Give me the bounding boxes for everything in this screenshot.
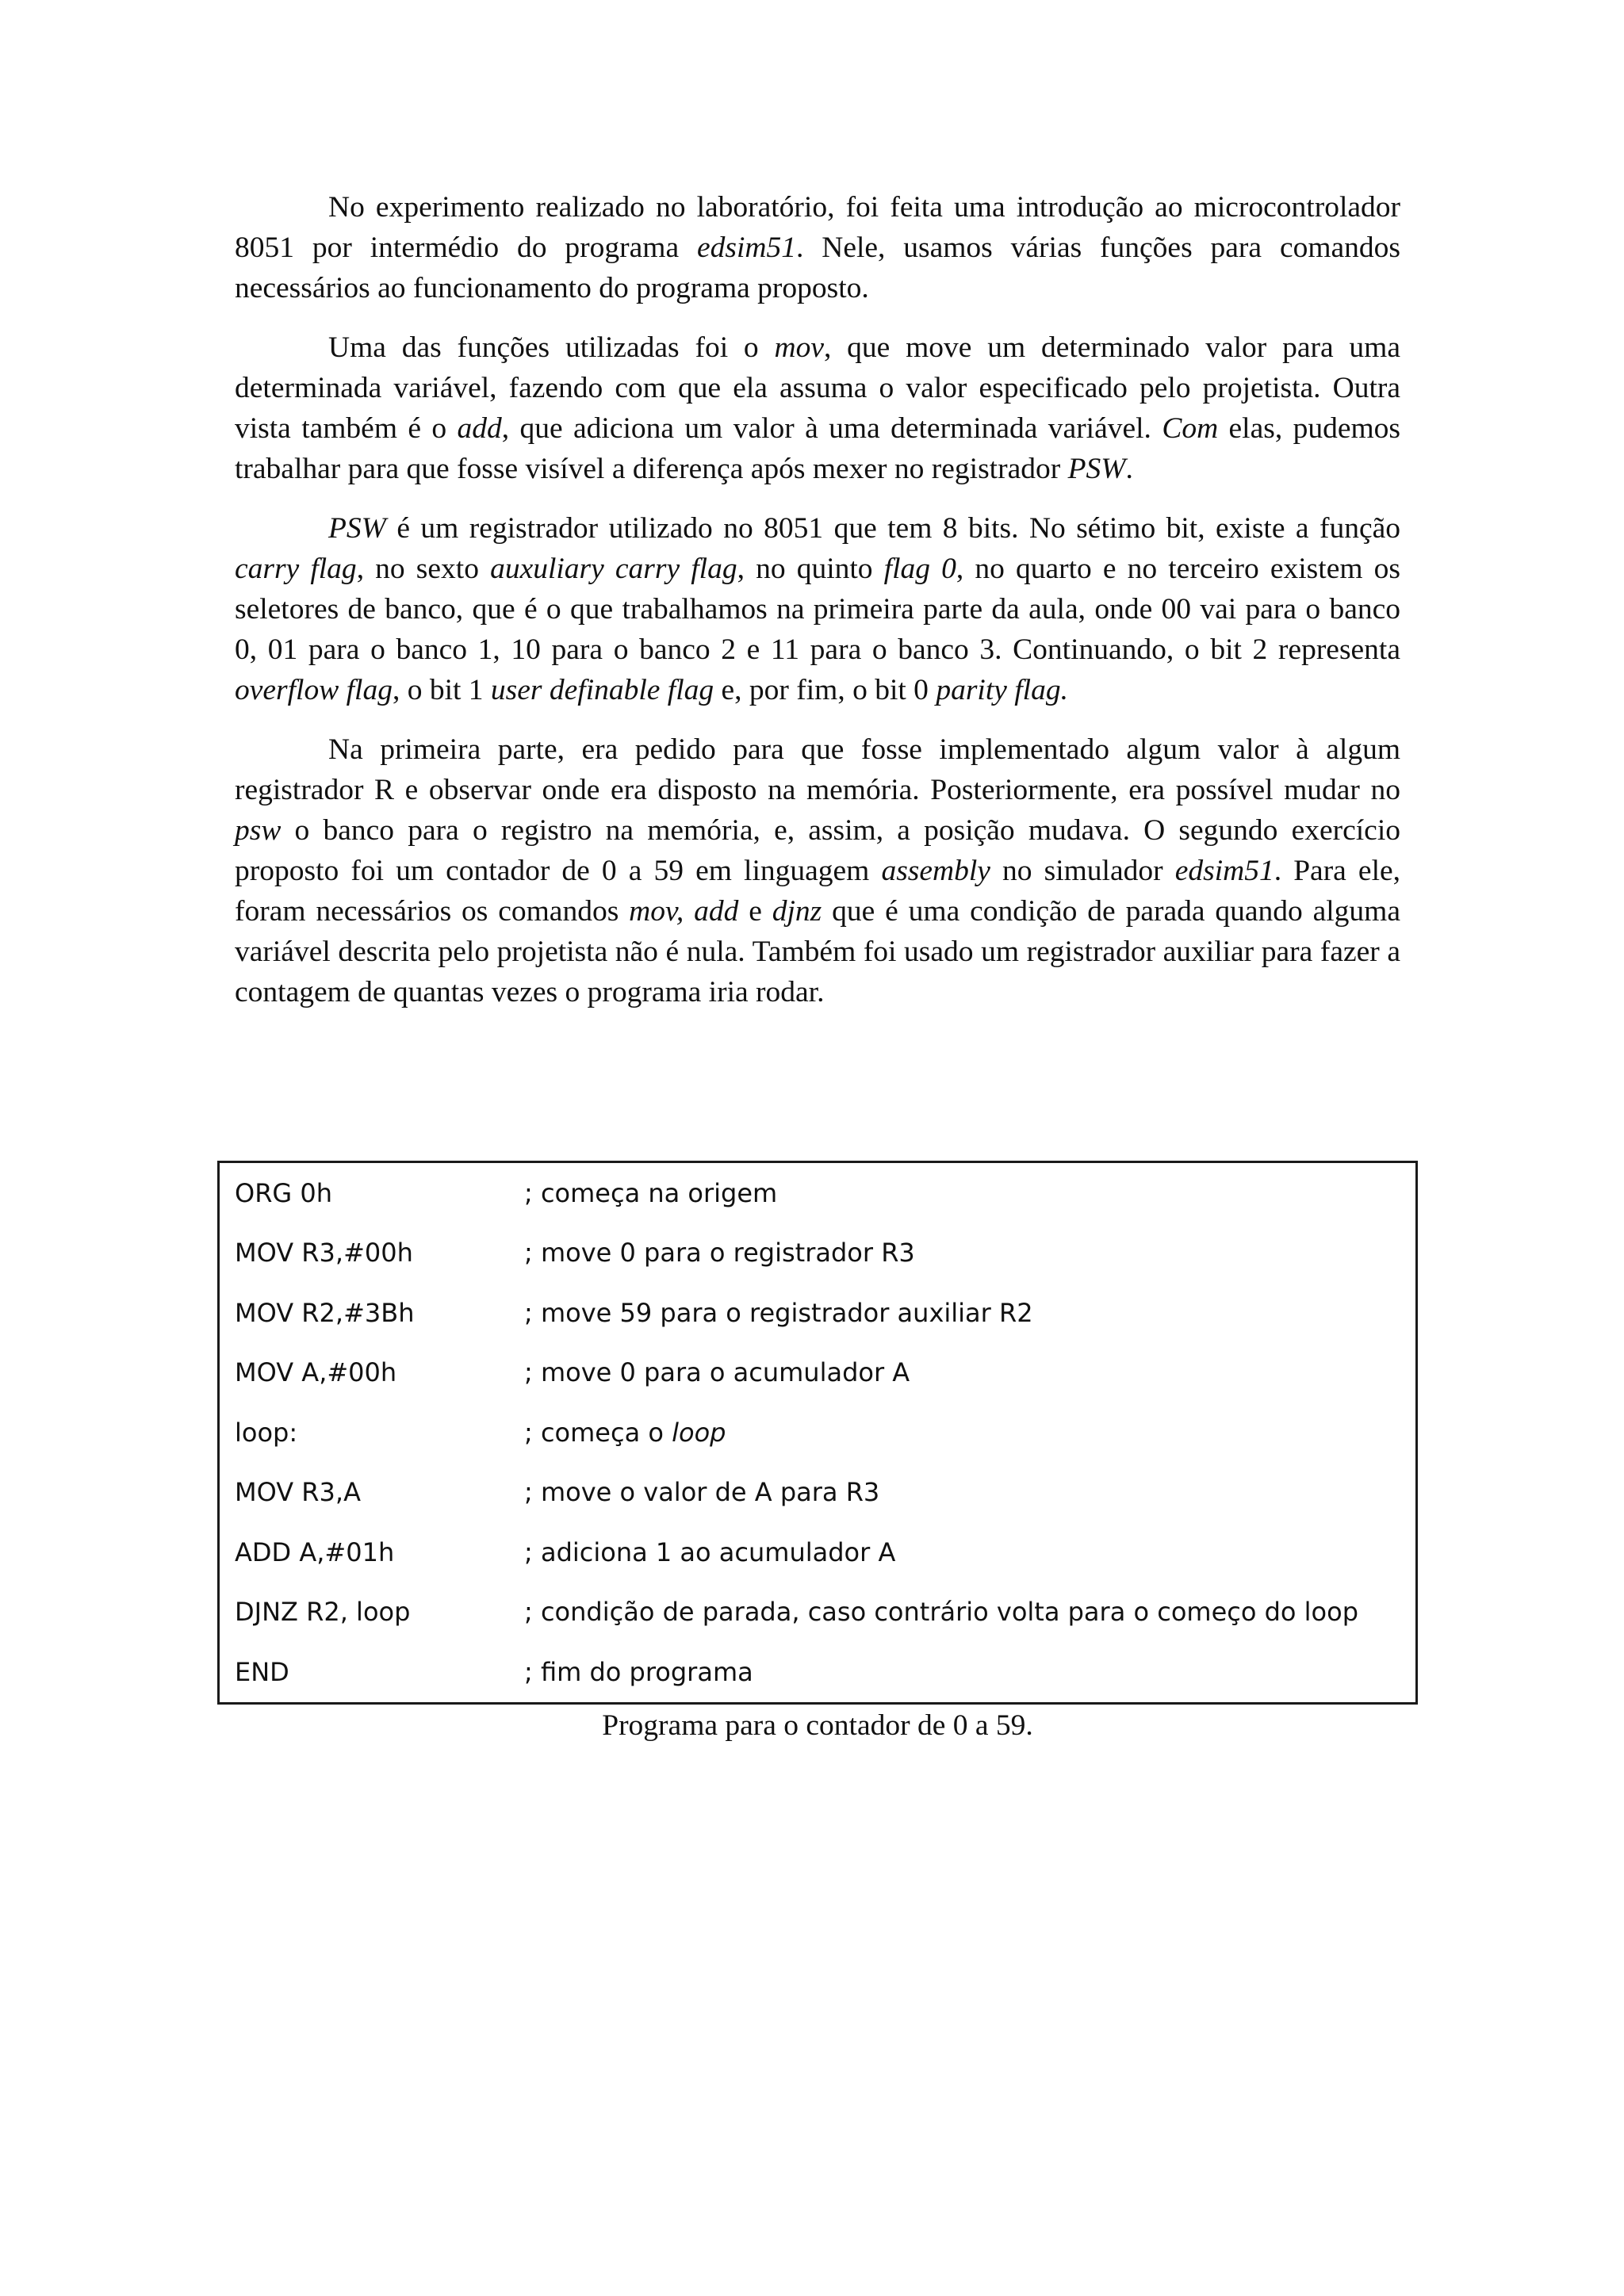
code-instruction: ADD A,#01h <box>235 1536 395 1567</box>
code-comment: ; começa o loop <box>524 1417 726 1448</box>
code-comment: ; move 59 para o registrador auxiliar R2 <box>524 1297 1033 1328</box>
code-row <box>219 1463 1417 1523</box>
code-comment: ; começa na origem <box>524 1177 778 1208</box>
code-instruction: END <box>235 1656 289 1687</box>
code-comment: ; move 0 para o registrador R3 <box>524 1238 915 1269</box>
paragraph: Na primeira parte, era pedido para que fosse implementado algum valor à algum registrador R e observar onde era disposto na memória. Posteriormente, era possível mudar no psw o banco para o registro na memória, e, assim, a posição mudava. O segundo exercício proposto foi um contador de 0 a 59 em linguagem assembly no simulador edsim51. Para ele, foram necessários os comandos mov, add e djnz que é uma condição de parada quando alguma variável descrita pelo projetista não é nula. Também foi usado um registrador auxiliar para fazer a contagem de quantas vezes o programa iria rodar. <box>235 733 1401 1008</box>
code-row <box>219 1402 1417 1463</box>
code-row <box>219 1582 1417 1643</box>
italic-term: PSW <box>328 512 386 545</box>
code-row <box>219 1283 1417 1343</box>
italic-term: edsim51 <box>1174 855 1274 887</box>
italic-term: loop <box>672 1417 726 1448</box>
italic-term: edsim51 <box>696 232 796 264</box>
paragraph: Uma das funções utilizadas foi o mov, que move um determinado valor para uma determinada variável, fazendo com que ela assuma o valor especificado pelo projetista. Outra vista também é o add, que adiciona um valor à uma determinada variável. Com elas, pudemos trabalhar para que fosse visível a diferença após mexer no registrador PSW. <box>235 331 1400 485</box>
code-instruction: DJNZ R2, loop <box>235 1597 411 1628</box>
code-instruction: ORG 0h <box>235 1177 333 1208</box>
code-instruction: MOV R3,A <box>235 1477 361 1508</box>
code-instruction: MOV R2,#3Bh <box>235 1297 415 1328</box>
code-comment: ; move o valor de A para R3 <box>524 1477 880 1508</box>
italic-term: user definable flag <box>490 674 714 706</box>
code-comment: ; adiciona 1 ao acumulador A <box>524 1536 896 1567</box>
code-row <box>219 1642 1417 1703</box>
code-instruction: loop: <box>235 1417 298 1448</box>
code-comment: ; fim do programa <box>524 1656 753 1687</box>
code-listing-table <box>217 1161 1418 1705</box>
code-row <box>219 1223 1417 1284</box>
code-comment: ; condição de parada, caso contrário volta para o começo do loop <box>524 1597 1359 1628</box>
italic-term: assembly <box>881 855 990 887</box>
code-row <box>219 1522 1417 1582</box>
code-instruction: MOV R3,#00h <box>235 1238 413 1269</box>
body-text <box>235 187 1400 1031</box>
italic-term: flag 0 <box>883 553 956 585</box>
italic-term: PSW <box>1067 453 1126 485</box>
code-row <box>219 1162 1417 1223</box>
paragraph: No experimento realizado no laboratório, foi feita uma introdução ao microcontrolador 8051 por intermédio do programa edsim51. Nele, usamos várias funções para comandos necessários ao funcionamento do programa proposto. <box>235 191 1400 304</box>
italic-term: psw <box>235 814 282 847</box>
italic-term: carry flag <box>235 553 357 585</box>
code-comment: ; move 0 para o acumulador A <box>524 1357 910 1388</box>
code-row <box>219 1343 1417 1403</box>
italic-term: Com <box>1162 412 1219 445</box>
italic-term: overflow flag <box>235 674 393 706</box>
code-instruction: MOV A,#00h <box>235 1357 397 1388</box>
italic-term: add <box>457 412 502 445</box>
italic-term: auxuliary carry flag <box>490 553 737 585</box>
italic-term: mov <box>774 331 824 364</box>
table-caption: Programa para o contador de 0 a 59. <box>602 1709 1033 1742</box>
italic-term: djnz <box>772 895 822 928</box>
italic-term: mov, add <box>629 895 739 928</box>
paragraph: PSW é um registrador utilizado no 8051 que tem 8 bits. No sétimo bit, existe a função carry flag, no sexto auxuliary carry flag, no quinto flag 0, no quarto e no terceiro existem os seletores de banco, que é o que trabalhamos na primeira parte da aula, onde 00 vai para o banco 0, 01 para o banco 1, 10 para o banco 2 e 11 para o banco 3. Continuando, o bit 2 representa overflow flag, o bit 1 user definable flag e, por fim, o bit 0 parity flag. <box>235 512 1400 706</box>
italic-term: parity flag. <box>936 674 1068 706</box>
